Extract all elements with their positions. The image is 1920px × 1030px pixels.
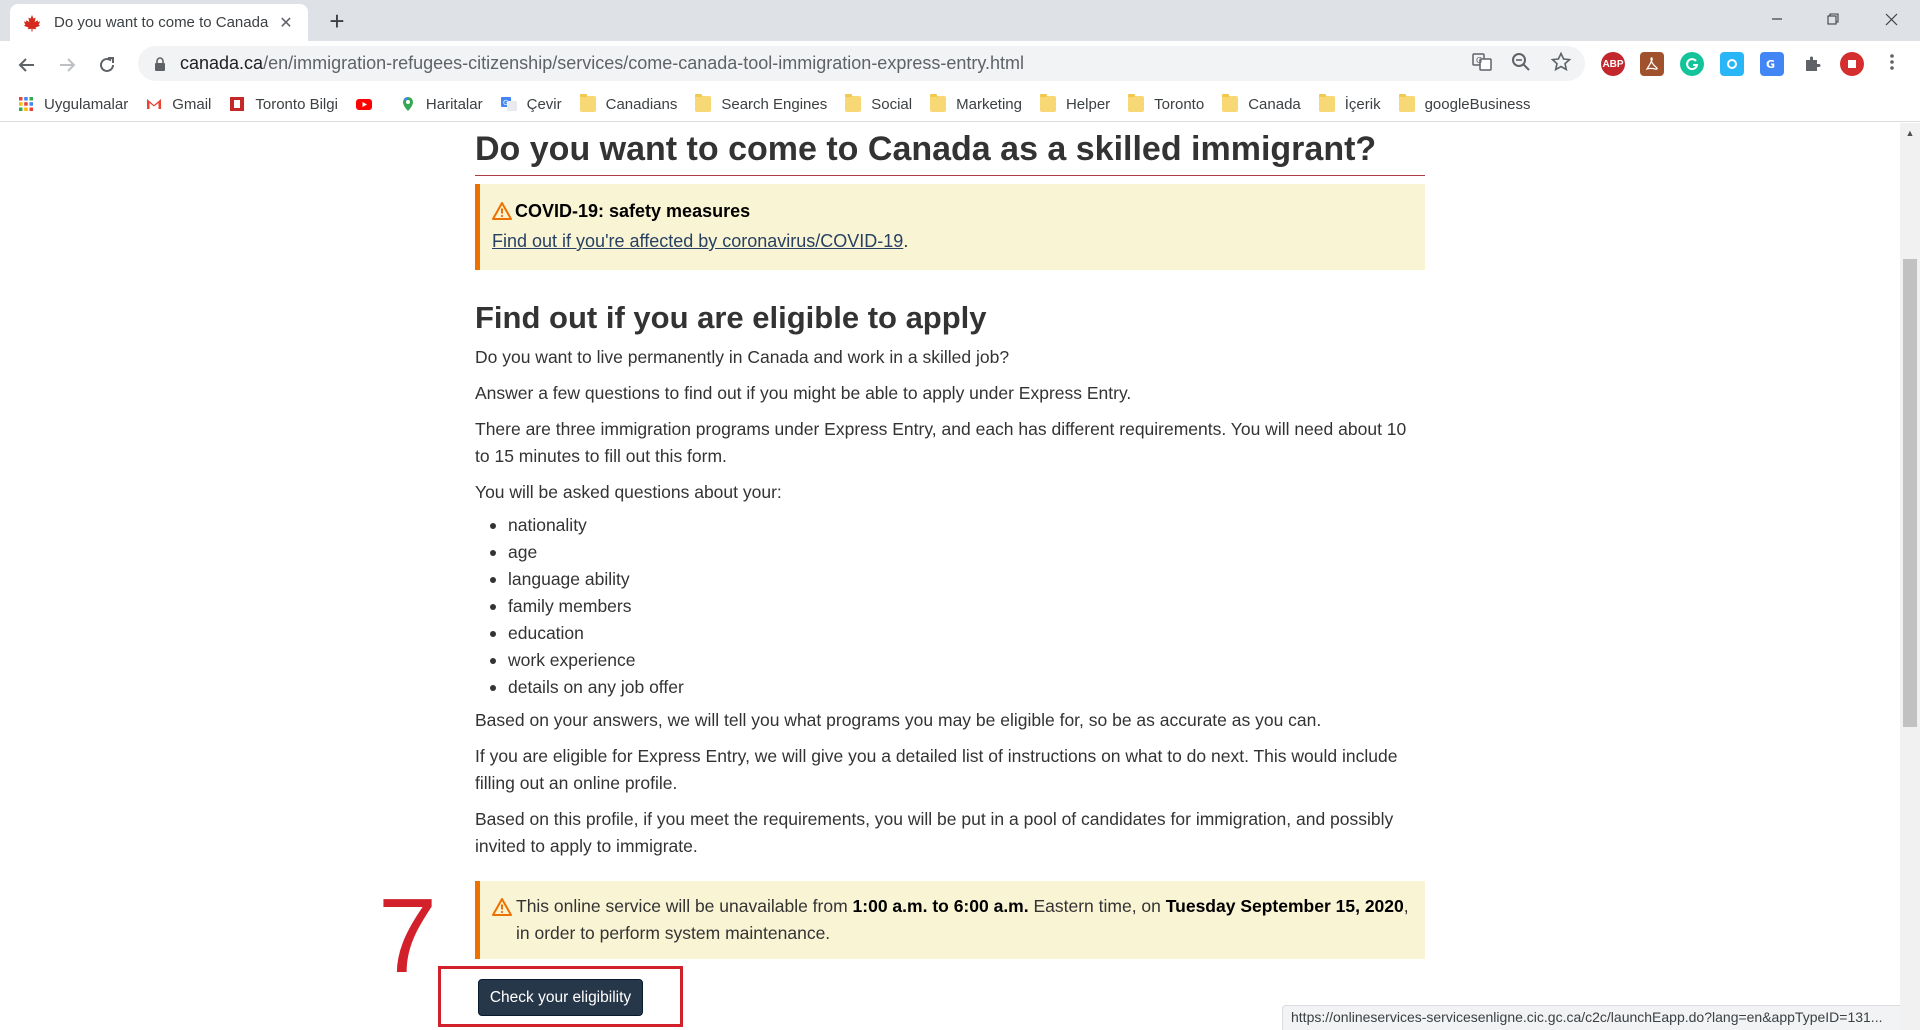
maintenance-alert [475, 881, 1425, 959]
list-item: nationality [508, 512, 1425, 539]
folder-icon [1222, 96, 1238, 112]
covid-alert-heading: COVID-19: safety measures [515, 201, 751, 221]
vertical-scrollbar[interactable] [1900, 123, 1920, 1030]
maintenance-text: This online service will be unavailable from 1:00 a.m. to 6:00 a.m. Eastern time, on Tuesday September 15, 2020, in order to perform system maintenance. [516, 896, 1409, 943]
browser-tab-active[interactable] [10, 4, 308, 41]
bookmark-folder-search-engines[interactable]: Search Engines [695, 96, 827, 113]
toronto-bilgi-icon [229, 96, 245, 112]
bookmark-folder-helper[interactable]: Helper [1040, 96, 1110, 113]
page-viewport [0, 123, 1920, 1030]
folder-icon [845, 96, 861, 112]
svg-text:G: G [1476, 56, 1483, 65]
pdf-extension-icon[interactable] [1640, 52, 1664, 76]
bookmark-toronto-bilgi[interactable]: Toronto Bilgi [229, 96, 338, 113]
chrome-menu-icon[interactable] [1880, 50, 1904, 74]
intro-paragraph: Answer a few questions to find out if you might be able to apply under Express Entry. [475, 383, 1132, 403]
list-item: language ability [508, 566, 1425, 593]
reload-button[interactable] [91, 49, 123, 81]
minimize-window-button[interactable] [1749, 0, 1805, 38]
main-content [475, 123, 1425, 959]
svg-text:G: G [502, 99, 509, 107]
intro-paragraph: There are three immigration programs under Express Entry, and each has different requirements. You will need about 10 to 15 minutes to fill out this form. [475, 419, 1407, 466]
info-paragraph: If you are eligible for Express Entry, we will give you a detailed list of instructions on what to do next. This would include filling out an online profile. [475, 746, 1398, 793]
link-status-bar: https://onlineservices-servicesenligne.cic.gc.ca/c2c/launchEapp.do?lang=en&appTypeID=131... [1282, 1005, 1900, 1030]
folder-icon [930, 96, 946, 112]
folder-icon [1319, 96, 1335, 112]
bookmark-cevir[interactable]: G Çevir [502, 95, 562, 113]
list-item: family members [508, 593, 1425, 620]
maps-pin-icon [400, 96, 416, 112]
question-topics-list [475, 512, 1425, 701]
warning-icon [492, 202, 512, 220]
covid-alert: COVID-19: safety measures Find out if you're affected by coronavirus/COVID-19. [475, 184, 1425, 270]
bookmarks-bar [0, 87, 1920, 122]
folder-icon [695, 96, 711, 112]
page-title: Do you want to come to Canada as a skilled immigrant? [475, 123, 1425, 176]
annotation-highlight-box [438, 966, 683, 1027]
google-translate-extension-icon[interactable] [1760, 52, 1784, 76]
forward-button[interactable] [51, 49, 83, 81]
extensions-puzzle-icon[interactable] [1800, 52, 1824, 76]
browser-toolbar [0, 41, 1920, 87]
bookmark-uygulamalar[interactable]: Uygulamalar [18, 96, 128, 113]
bookmark-folder-canadians[interactable]: Canadians [580, 96, 678, 113]
grammarly-icon[interactable] [1680, 52, 1704, 76]
list-item: details on any job offer [508, 674, 1425, 701]
bookmark-folder-marketing[interactable]: Marketing [930, 96, 1022, 113]
list-item: work experience [508, 647, 1425, 674]
back-button[interactable] [11, 49, 43, 81]
folder-icon [1128, 96, 1144, 112]
warning-icon [492, 898, 512, 916]
step-annotation-number: 7 [378, 877, 437, 995]
check-eligibility-button[interactable]: Check your eligibility [478, 979, 643, 1016]
bookmark-youtube[interactable] [356, 96, 382, 112]
intro-paragraph: Do you want to live permanently in Canada and work in a skilled job? [475, 347, 1010, 367]
folder-icon [580, 96, 596, 112]
bookmark-star-icon[interactable] [1549, 50, 1573, 74]
bookmark-folder-toronto[interactable]: Toronto [1128, 96, 1204, 113]
lock-icon [152, 56, 168, 72]
youtube-icon [356, 96, 372, 112]
profile-avatar[interactable] [1840, 52, 1864, 76]
scroll-up-arrow-icon[interactable]: ▲ [1905, 128, 1915, 138]
tab-strip [0, 0, 1920, 41]
apps-grid-icon [18, 96, 34, 112]
intro-paragraph: You will be asked questions about your: [475, 482, 782, 502]
translate-page-icon[interactable] [1470, 50, 1494, 74]
bookmark-folder-canada[interactable]: Canada [1222, 96, 1301, 113]
gmail-icon [146, 96, 162, 112]
section-title: Find out if you are eligible to apply [475, 300, 987, 335]
info-paragraph: Based on this profile, if you meet the requirements, you will be put in a pool of candidates for immigration, and possibly invited to apply to immigrate. [475, 809, 1394, 856]
screenshot-extension-icon[interactable] [1720, 52, 1744, 76]
covid-info-link[interactable]: Find out if you're affected by coronavirus/COVID-19 [492, 231, 904, 251]
zoom-icon[interactable] [1509, 50, 1533, 74]
bookmark-folder-social[interactable]: Social [845, 96, 912, 113]
address-bar[interactable] [138, 46, 1585, 81]
folder-icon [1399, 96, 1415, 112]
close-tab-icon[interactable]: ✕ [279, 14, 293, 32]
maple-leaf-icon [22, 13, 42, 33]
bookmark-folder-googlebusiness[interactable]: googleBusiness [1399, 96, 1531, 113]
bookmark-folder-icerik[interactable]: İçerik [1319, 96, 1381, 113]
restore-window-button[interactable] [1805, 0, 1861, 38]
translate-icon [501, 96, 517, 112]
tab-title: Do you want to come to Canada [54, 14, 269, 31]
adblock-plus-icon[interactable]: ABP [1601, 52, 1625, 76]
folder-icon [1040, 96, 1056, 112]
close-window-button[interactable] [1863, 0, 1919, 38]
list-item: age [508, 539, 1425, 566]
url-text: canada.ca/en/immigration-refugees-citizenship/services/come-canada-tool-immigration-express-entry.html [180, 53, 1025, 73]
svg-text:G: G [1766, 58, 1776, 71]
scroll-thumb[interactable] [1903, 259, 1917, 727]
list-item: education [508, 620, 1425, 647]
bookmark-haritalar[interactable]: Haritalar [400, 96, 483, 113]
info-paragraph: Based on your answers, we will tell you what programs you may be eligible for, so be as accurate as you can. [475, 710, 1322, 730]
bookmark-gmail[interactable]: Gmail [146, 96, 211, 113]
new-tab-button[interactable]: + [329, 5, 345, 36]
